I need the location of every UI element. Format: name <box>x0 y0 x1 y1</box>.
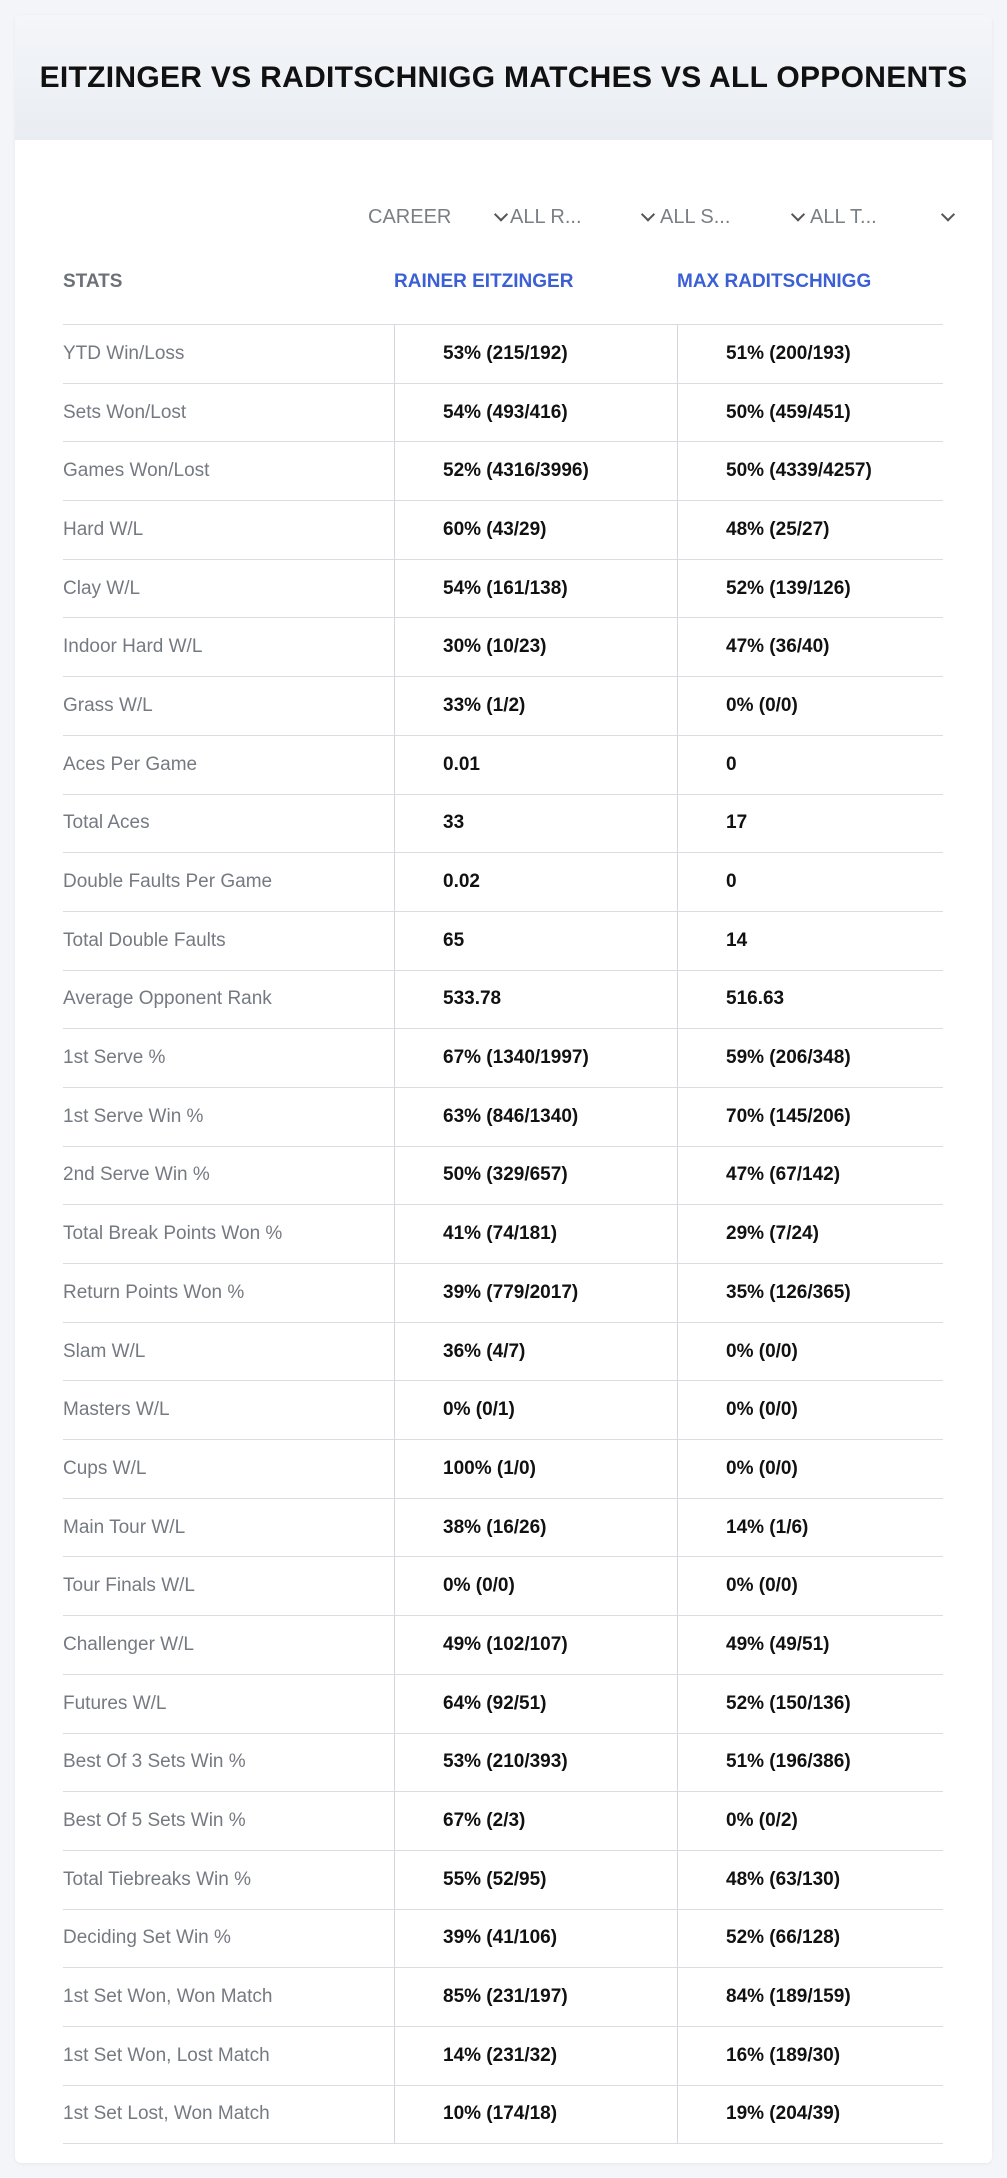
player1-value: 39% (779/2017) <box>394 1264 677 1322</box>
player2-value: 52% (150/136) <box>677 1675 943 1733</box>
player2-value: 52% (139/126) <box>677 560 943 618</box>
player1-value: 39% (41/106) <box>394 1910 677 1968</box>
table-row <box>63 1381 943 1440</box>
player2-value: 0% (0/0) <box>677 1381 943 1439</box>
filter-period-select[interactable] <box>368 187 506 247</box>
stat-label: Return Points Won % <box>63 1281 245 1303</box>
table-row <box>63 325 943 384</box>
table-row <box>63 1440 943 1499</box>
player2-value: 70% (145/206) <box>677 1088 943 1146</box>
stat-label: Games Won/Lost <box>63 460 210 482</box>
stat-label: Grass W/L <box>63 694 153 716</box>
player2-value: 19% (204/39) <box>677 2086 943 2144</box>
player2-value: 0% (0/0) <box>677 1323 943 1381</box>
table-row <box>63 971 943 1030</box>
stat-label: Double Faults Per Game <box>63 871 273 893</box>
table-row <box>63 1557 943 1616</box>
table-row <box>63 618 943 677</box>
player2-value: 47% (36/40) <box>677 618 943 676</box>
player2-value: 0 <box>677 853 943 911</box>
player2-value: 0% (0/2) <box>677 1792 943 1850</box>
player1-value: 100% (1/0) <box>394 1440 677 1498</box>
player2-value: 48% (63/130) <box>677 1851 943 1909</box>
player1-value: 0% (0/1) <box>394 1381 677 1439</box>
player1-value: 52% (4316/3996) <box>394 442 677 500</box>
player1-value: 0.02 <box>394 853 677 911</box>
table-row <box>63 1499 943 1558</box>
chevron-down-icon <box>941 207 955 221</box>
filter-round-label: ALL R... <box>510 205 582 228</box>
player1-value: 50% (329/657) <box>394 1147 677 1205</box>
player1-value: 65 <box>394 912 677 970</box>
player1-value: 0% (0/0) <box>394 1557 677 1615</box>
player1-value: 49% (102/107) <box>394 1616 677 1674</box>
stat-label: Indoor Hard W/L <box>63 636 203 658</box>
filter-bar <box>15 187 992 247</box>
player2-value: 14% (1/6) <box>677 1499 943 1557</box>
player2-value: 52% (66/128) <box>677 1910 943 1968</box>
table-row <box>63 1029 943 1088</box>
table-row <box>63 384 943 443</box>
stat-label: Clay W/L <box>63 577 141 599</box>
player1-value: 67% (1340/1997) <box>394 1029 677 1087</box>
stats-card <box>15 15 992 2163</box>
player1-value: 64% (92/51) <box>394 1675 677 1733</box>
stat-label: Futures W/L <box>63 1692 167 1714</box>
player2-value: 50% (4339/4257) <box>677 442 943 500</box>
table-row <box>63 736 943 795</box>
player1-value: 54% (161/138) <box>394 560 677 618</box>
table-row <box>63 1205 943 1264</box>
table-row <box>63 442 943 501</box>
player1-value: 0.01 <box>394 736 677 794</box>
player2-value: 35% (126/365) <box>677 1264 943 1322</box>
player1-value: 10% (174/18) <box>394 2086 677 2144</box>
player2-value: 16% (189/30) <box>677 2027 943 2085</box>
table-row <box>63 1851 943 1910</box>
stats-table-body <box>63 325 943 2144</box>
table-row <box>63 853 943 912</box>
stat-label: YTD Win/Loss <box>63 342 185 364</box>
filter-tournament-label: ALL T... <box>810 205 877 228</box>
player2-value: 49% (49/51) <box>677 1616 943 1674</box>
player1-value: 67% (2/3) <box>394 1792 677 1850</box>
stat-label: Total Tiebreaks Win % <box>63 1868 251 1890</box>
table-header <box>63 253 943 325</box>
player2-value: 50% (459/451) <box>677 384 943 442</box>
filter-surface-label: ALL S... <box>660 205 731 228</box>
stat-label: Best Of 5 Sets Win % <box>63 1810 246 1832</box>
table-row <box>63 1264 943 1323</box>
page-title: EITZINGER VS RADITSCHNIGG MATCHES VS ALL OPPONENTS <box>39 60 968 94</box>
player1-value: 53% (210/393) <box>394 1734 677 1792</box>
filter-surface-select[interactable] <box>660 187 803 247</box>
table-row <box>63 1088 943 1147</box>
filter-tournament-select[interactable] <box>810 187 953 247</box>
stat-label: Slam W/L <box>63 1340 146 1362</box>
player1-value: 36% (4/7) <box>394 1323 677 1381</box>
table-row <box>63 1792 943 1851</box>
stat-label: Total Break Points Won % <box>63 1223 283 1245</box>
column-header-stats: STATS <box>63 271 123 292</box>
player2-value: 14 <box>677 912 943 970</box>
table-row <box>63 2086 943 2145</box>
player2-value: 59% (206/348) <box>677 1029 943 1087</box>
stat-label: 2nd Serve Win % <box>63 1164 210 1186</box>
player2-value: 29% (7/24) <box>677 1205 943 1263</box>
player1-value: 533.78 <box>394 971 677 1029</box>
table-row <box>63 912 943 971</box>
player2-value: 0% (0/0) <box>677 677 943 735</box>
table-row <box>63 677 943 736</box>
player2-value: 17 <box>677 795 943 853</box>
table-row <box>63 1910 943 1969</box>
player2-value: 51% (200/193) <box>677 325 943 383</box>
player2-value: 0% (0/0) <box>677 1557 943 1615</box>
player2-value: 0% (0/0) <box>677 1440 943 1498</box>
table-row <box>63 1147 943 1206</box>
stat-label: Tour Finals W/L <box>63 1575 195 1597</box>
table-row <box>63 2027 943 2086</box>
stat-label: Sets Won/Lost <box>63 401 187 423</box>
table-row <box>63 1323 943 1382</box>
stat-label: 1st Set Won, Lost Match <box>63 2044 270 2066</box>
stat-label: Total Aces <box>63 812 150 834</box>
player1-value: 85% (231/197) <box>394 1968 677 2026</box>
table-row <box>63 1734 943 1793</box>
player1-value: 38% (16/26) <box>394 1499 677 1557</box>
stat-label: Total Double Faults <box>63 929 226 951</box>
player1-value: 33% (1/2) <box>394 677 677 735</box>
stat-label: Average Opponent Rank <box>63 988 272 1010</box>
player1-value: 14% (231/32) <box>394 2027 677 2085</box>
player2-value: 48% (25/27) <box>677 501 943 559</box>
player1-value: 55% (52/95) <box>394 1851 677 1909</box>
stat-label: Main Tour W/L <box>63 1516 186 1538</box>
stat-label: Deciding Set Win % <box>63 1927 231 1949</box>
table-row <box>63 1968 943 2027</box>
chevron-down-icon <box>641 207 655 221</box>
stat-label: 1st Serve % <box>63 1047 166 1069</box>
stat-label: Best Of 3 Sets Win % <box>63 1751 246 1773</box>
stat-label: 1st Serve Win % <box>63 1105 204 1127</box>
player1-value: 54% (493/416) <box>394 384 677 442</box>
stat-label: Masters W/L <box>63 1399 170 1421</box>
player1-value: 41% (74/181) <box>394 1205 677 1263</box>
page-header <box>15 15 992 140</box>
chevron-down-icon <box>494 207 508 221</box>
table-row <box>63 1616 943 1675</box>
player1-value: 53% (215/192) <box>394 325 677 383</box>
stat-label: 1st Set Won, Won Match <box>63 1986 273 2008</box>
stat-label: Aces Per Game <box>63 753 198 775</box>
player2-value: 84% (189/159) <box>677 1968 943 2026</box>
stat-label: Cups W/L <box>63 1457 147 1479</box>
player1-value: 63% (846/1340) <box>394 1088 677 1146</box>
stat-label: Challenger W/L <box>63 1633 194 1655</box>
player1-value: 60% (43/29) <box>394 501 677 559</box>
stat-label: Hard W/L <box>63 518 144 540</box>
column-header-player2[interactable]: MAX RADITSCHNIGG <box>677 271 872 292</box>
filter-round-select[interactable] <box>510 187 653 247</box>
table-row <box>63 1675 943 1734</box>
chevron-down-icon <box>791 207 805 221</box>
player2-value: 51% (196/386) <box>677 1734 943 1792</box>
filter-period-label: CAREER <box>368 205 452 228</box>
player1-value: 30% (10/23) <box>394 618 677 676</box>
player2-value: 0 <box>677 736 943 794</box>
stat-label: 1st Set Lost, Won Match <box>63 2103 270 2125</box>
player2-value: 516.63 <box>677 971 943 1029</box>
table-row <box>63 501 943 560</box>
player2-value: 47% (67/142) <box>677 1147 943 1205</box>
table-row <box>63 795 943 854</box>
column-header-player1[interactable]: RAINER EITZINGER <box>394 271 574 292</box>
table-row <box>63 560 943 619</box>
player1-value: 33 <box>394 795 677 853</box>
